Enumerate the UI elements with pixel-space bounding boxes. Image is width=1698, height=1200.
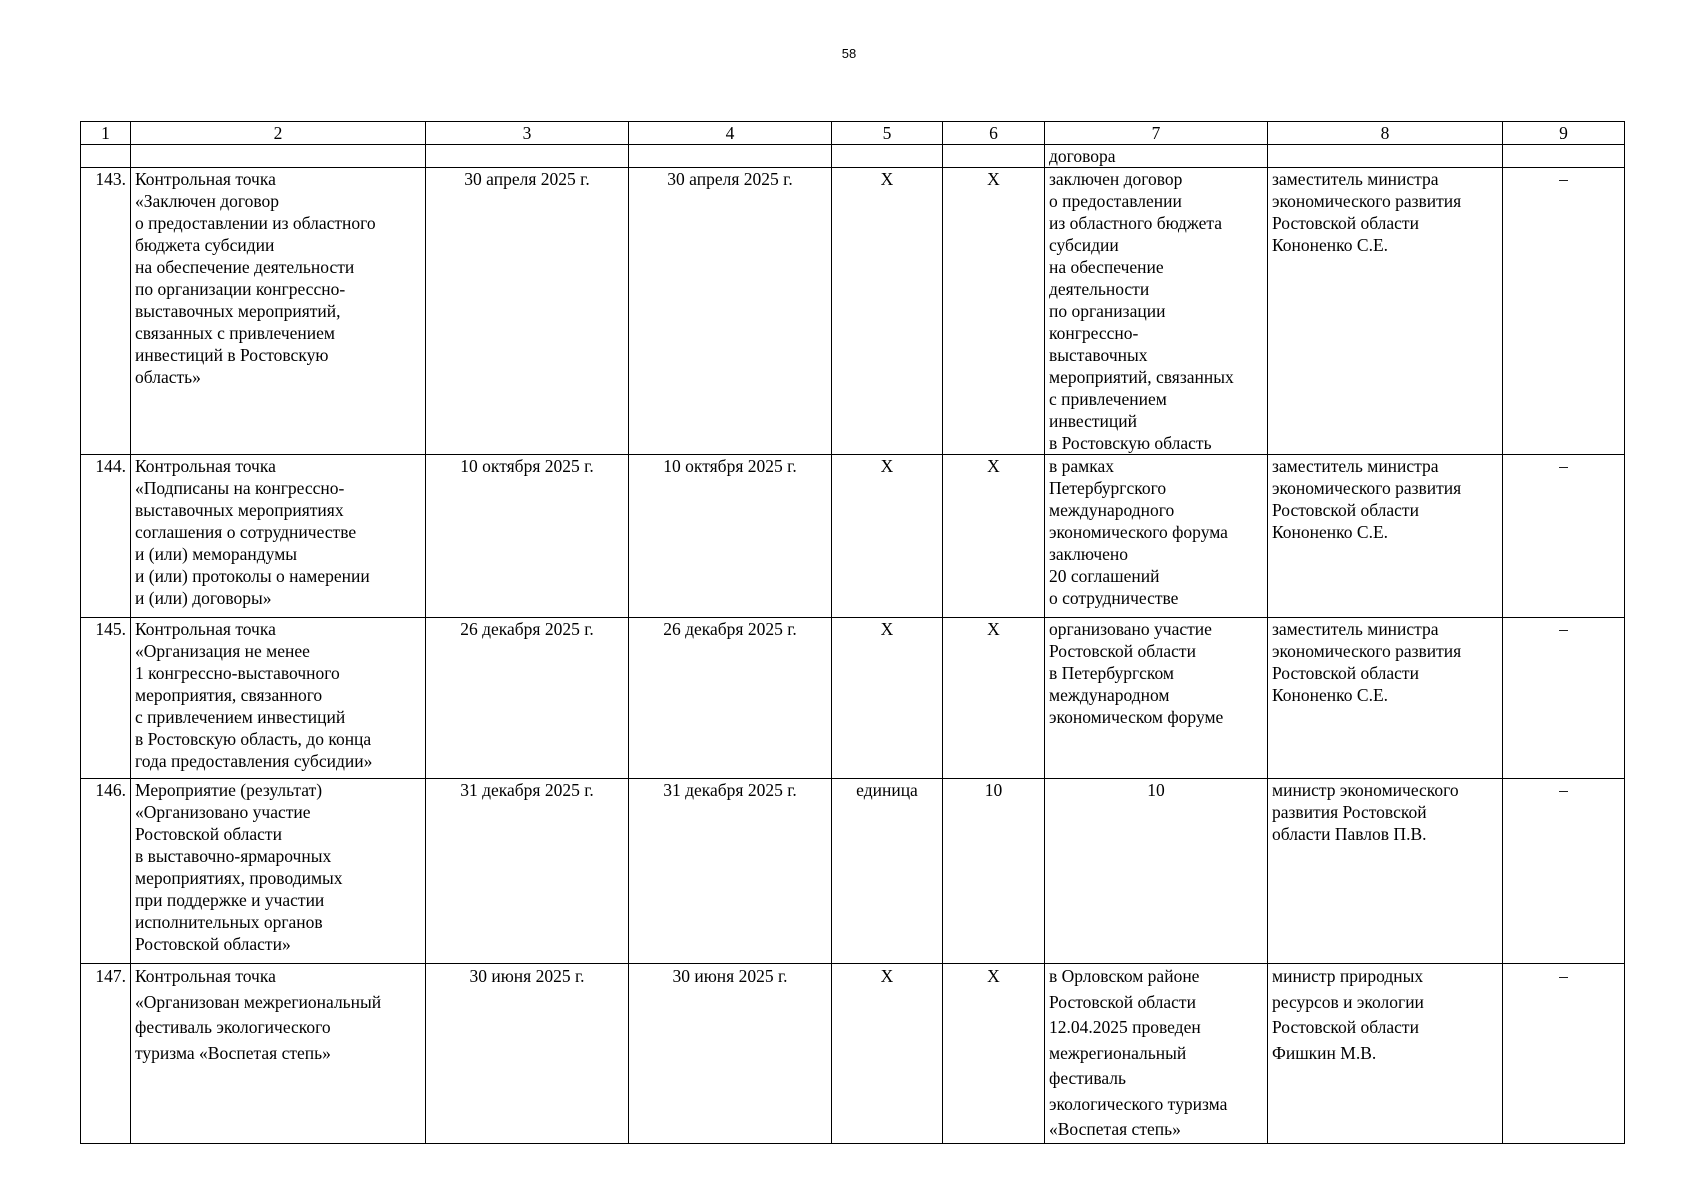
row-col6: Х bbox=[943, 455, 1045, 618]
row-result: заключен договор о предоставлении из областного бюджета субсидии на обеспечение деятельности по организации конгрессно- выставочных мероприятий, связанных с привлечением инвестиций в Ростовскую область bbox=[1045, 168, 1268, 455]
header-cell-7: 7 bbox=[1045, 122, 1268, 145]
row-name: Контрольная точка «Организация не менее 1 конгрессно-выставочного мероприятия, связанного с привлечением инвестиций в Ростовскую область, до конца года предоставления субсидии» bbox=[131, 618, 426, 779]
page-number: 58 bbox=[841, 46, 857, 61]
row-result: в Орловском районе Ростовской области 12.04.2025 проведен межрегиональный фестиваль экологического туризма «Воспетая степь» bbox=[1045, 964, 1268, 1144]
row-responsible: министр природных ресурсов и экологии Ростовской области Фишкин М.В. bbox=[1268, 964, 1503, 1144]
row-col6: 10 bbox=[943, 779, 1045, 964]
row-result: 10 bbox=[1045, 779, 1268, 964]
row-responsible: министр экономического развития Ростовской области Павлов П.В. bbox=[1268, 779, 1503, 964]
table-cell bbox=[629, 145, 832, 168]
row-number: 146. bbox=[81, 779, 131, 964]
header-cell-1: 1 bbox=[81, 122, 131, 145]
table-row bbox=[81, 618, 1625, 779]
header-cell-5: 5 bbox=[832, 122, 943, 145]
row-name: Контрольная точка «Подписаны на конгрессно- выставочных мероприятиях соглашения о сотрудничестве и (или) меморандумы и (или) протоколы о намерении и (или) договоры» bbox=[131, 455, 426, 618]
header-cell-9: 9 bbox=[1503, 122, 1625, 145]
row-col9: – bbox=[1503, 779, 1625, 964]
row-date-fact: 10 октября 2025 г. bbox=[629, 455, 832, 618]
row-date-fact: 31 декабря 2025 г. bbox=[629, 779, 832, 964]
row-col6: Х bbox=[943, 964, 1045, 1144]
row-col5: единица bbox=[832, 779, 943, 964]
header-cell-2: 2 bbox=[131, 122, 426, 145]
row-name: Контрольная точка «Заключен договор о предоставлении из областного бюджета субсидии на обеспечение деятельности по организации конгрессно- выставочных мероприятий, связанных с привлечением инвестиций в Ростовскую область» bbox=[131, 168, 426, 455]
table-cell bbox=[81, 145, 131, 168]
table-row bbox=[81, 455, 1625, 618]
header-cell-8: 8 bbox=[1268, 122, 1503, 145]
table-cell bbox=[832, 145, 943, 168]
row-col6: Х bbox=[943, 168, 1045, 455]
row-number: 143. bbox=[81, 168, 131, 455]
row-responsible: заместитель министра экономического развития Ростовской области Кононенко С.Е. bbox=[1268, 455, 1503, 618]
row-col5: Х bbox=[832, 964, 943, 1144]
table-row bbox=[81, 964, 1625, 1144]
continuation-result-cell: договора bbox=[1045, 145, 1268, 168]
row-col6: Х bbox=[943, 618, 1045, 779]
report-table bbox=[80, 121, 1625, 1144]
row-date-plan: 30 июня 2025 г. bbox=[426, 964, 629, 1144]
header-cell-3: 3 bbox=[426, 122, 629, 145]
row-col9: – bbox=[1503, 618, 1625, 779]
continuation-row bbox=[81, 145, 1625, 168]
header-cell-6: 6 bbox=[943, 122, 1045, 145]
row-col9: – bbox=[1503, 455, 1625, 618]
table-cell bbox=[426, 145, 629, 168]
row-date-fact: 26 декабря 2025 г. bbox=[629, 618, 832, 779]
row-number: 147. bbox=[81, 964, 131, 1144]
table-row bbox=[81, 168, 1625, 455]
row-col5: Х bbox=[832, 168, 943, 455]
row-date-plan: 31 декабря 2025 г. bbox=[426, 779, 629, 964]
row-name: Мероприятие (результат) «Организовано участие Ростовской области в выставочно-ярмарочных мероприятиях, проводимых при поддержке и участии исполнительных органов Ростовской области» bbox=[131, 779, 426, 964]
table-cell bbox=[1268, 145, 1503, 168]
row-col5: Х bbox=[832, 455, 943, 618]
table-row bbox=[81, 779, 1625, 964]
row-result: организовано участие Ростовской области в Петербургском международном экономическом форуме bbox=[1045, 618, 1268, 779]
row-name: Контрольная точка «Организован межрегиональный фестиваль экологического туризма «Воспетая степь» bbox=[131, 964, 426, 1144]
row-responsible: заместитель министра экономического развития Ростовской области Кононенко С.Е. bbox=[1268, 618, 1503, 779]
header-row bbox=[81, 122, 1625, 145]
row-date-fact: 30 апреля 2025 г. bbox=[629, 168, 832, 455]
row-result: в рамках Петербургского международного экономического форума заключено 20 соглашений о сотрудничестве bbox=[1045, 455, 1268, 618]
table-cell bbox=[1503, 145, 1625, 168]
row-date-plan: 10 октября 2025 г. bbox=[426, 455, 629, 618]
table-cell bbox=[131, 145, 426, 168]
row-date-plan: 26 декабря 2025 г. bbox=[426, 618, 629, 779]
header-cell-4: 4 bbox=[629, 122, 832, 145]
row-number: 145. bbox=[81, 618, 131, 779]
row-col9: – bbox=[1503, 964, 1625, 1144]
row-date-plan: 30 апреля 2025 г. bbox=[426, 168, 629, 455]
table-cell bbox=[943, 145, 1045, 168]
row-col9: – bbox=[1503, 168, 1625, 455]
row-col5: Х bbox=[832, 618, 943, 779]
row-number: 144. bbox=[81, 455, 131, 618]
row-responsible: заместитель министра экономического развития Ростовской области Кононенко С.Е. bbox=[1268, 168, 1503, 455]
row-date-fact: 30 июня 2025 г. bbox=[629, 964, 832, 1144]
